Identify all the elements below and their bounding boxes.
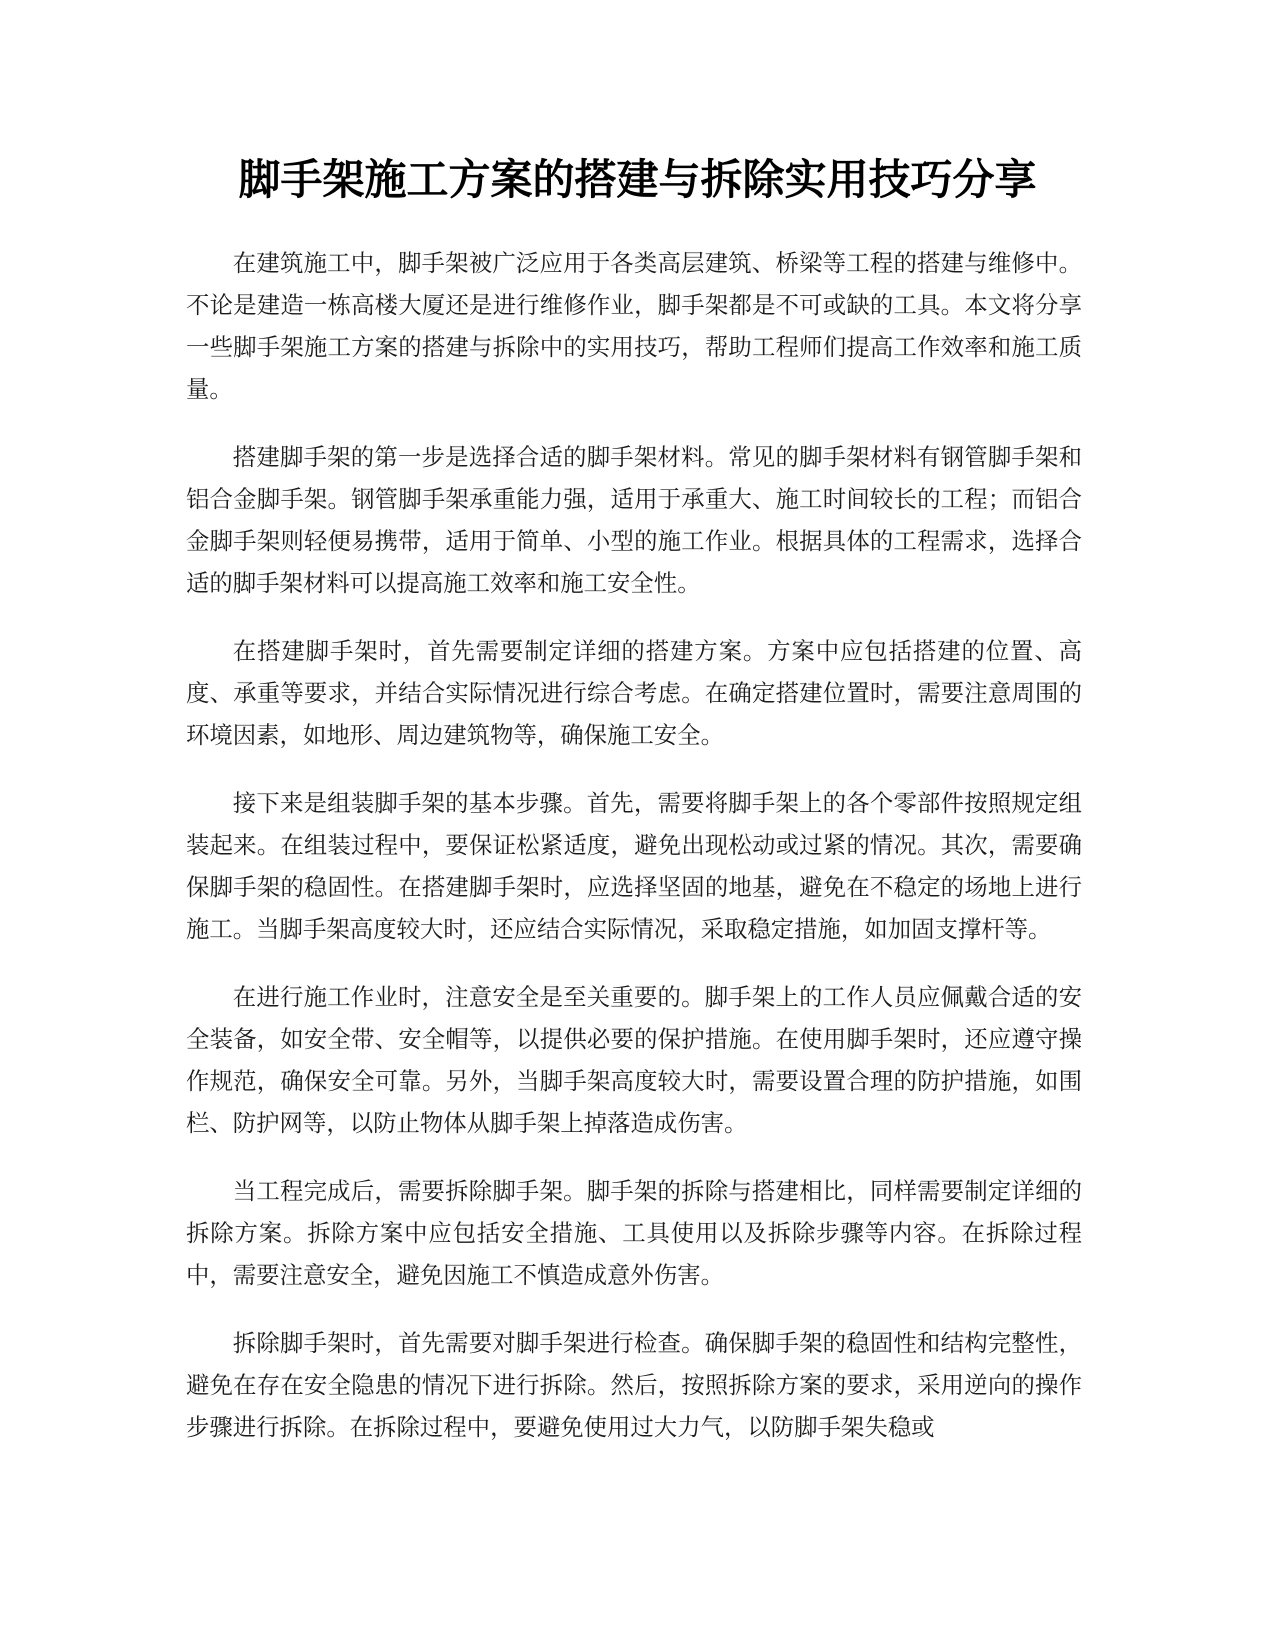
paragraph-5: 在进行施工作业时，注意安全是至关重要的。脚手架上的工作人员应佩戴合适的安全装备，如安全带、安全帽等，以提供必要的保护措施。在使用脚手架时，还应遵守操作规范，确保安全可靠。另外，当脚手架高度较大时，需要设置合理的防护措施，如围栏、防护网等，以防止物体从脚手架上掉落造成伤害。 xyxy=(186,983,1082,1137)
paragraph-4: 接下来是组装脚手架的基本步骤。首先，需要将脚手架上的各个零部件按照规定组装起来。在组装过程中，要保证松紧适度，避免出现松动或过紧的情况。其次，需要确保脚手架的稳固性。在搭建脚手架时，应选择坚固的地基，避免在不稳定的场地上进行施工。当脚手架高度较大时，还应结合实际情况，采取稳定措施，如加固支撑杆等。 xyxy=(186,789,1082,943)
paragraph-7: 拆除脚手架时，首先需要对脚手架进行检查。确保脚手架的稳固性和结构完整性，避免在存在安全隐患的情况下进行拆除。然后，按照拆除方案的要求，采用逆向的操作步骤进行拆除。在拆除过程中，要避免使用过大力气，以防脚手架失稳或 xyxy=(186,1329,1082,1441)
document-title: 脚手架施工方案的搭建与拆除实用技巧分享 xyxy=(238,155,1037,204)
paragraph-6: 当工程完成后，需要拆除脚手架。脚手架的拆除与搭建相比，同样需要制定详细的拆除方案。拆除方案中应包括安全措施、工具使用以及拆除步骤等内容。在拆除过程中，需要注意安全，避免因施工不慎造成意外伤害。 xyxy=(186,1177,1082,1289)
document-body xyxy=(186,242,1082,1474)
paragraph-2: 搭建脚手架的第一步是选择合适的脚手架材料。常见的脚手架材料有钢管脚手架和铝合金脚手架。钢管脚手架承重能力强，适用于承重大、施工时间较长的工程；而铝合金脚手架则轻便易携带，适用于简单、小型的施工作业。根据具体的工程需求，选择合适的脚手架材料可以提高施工效率和施工安全性。 xyxy=(186,443,1082,597)
paragraph-1: 在建筑施工中，脚手架被广泛应用于各类高层建筑、桥梁等工程的搭建与维修中。不论是建造一栋高楼大厦还是进行维修作业，脚手架都是不可或缺的工具。本文将分享一些脚手架施工方案的搭建与拆除中的实用技巧，帮助工程师们提高工作效率和施工质量。 xyxy=(186,249,1082,403)
paragraph-3: 在搭建脚手架时，首先需要制定详细的搭建方案。方案中应包括搭建的位置、高度、承重等要求，并结合实际情况进行综合考虑。在确定搭建位置时，需要注意周围的环境因素，如地形、周边建筑物等，确保施工安全。 xyxy=(186,637,1082,749)
